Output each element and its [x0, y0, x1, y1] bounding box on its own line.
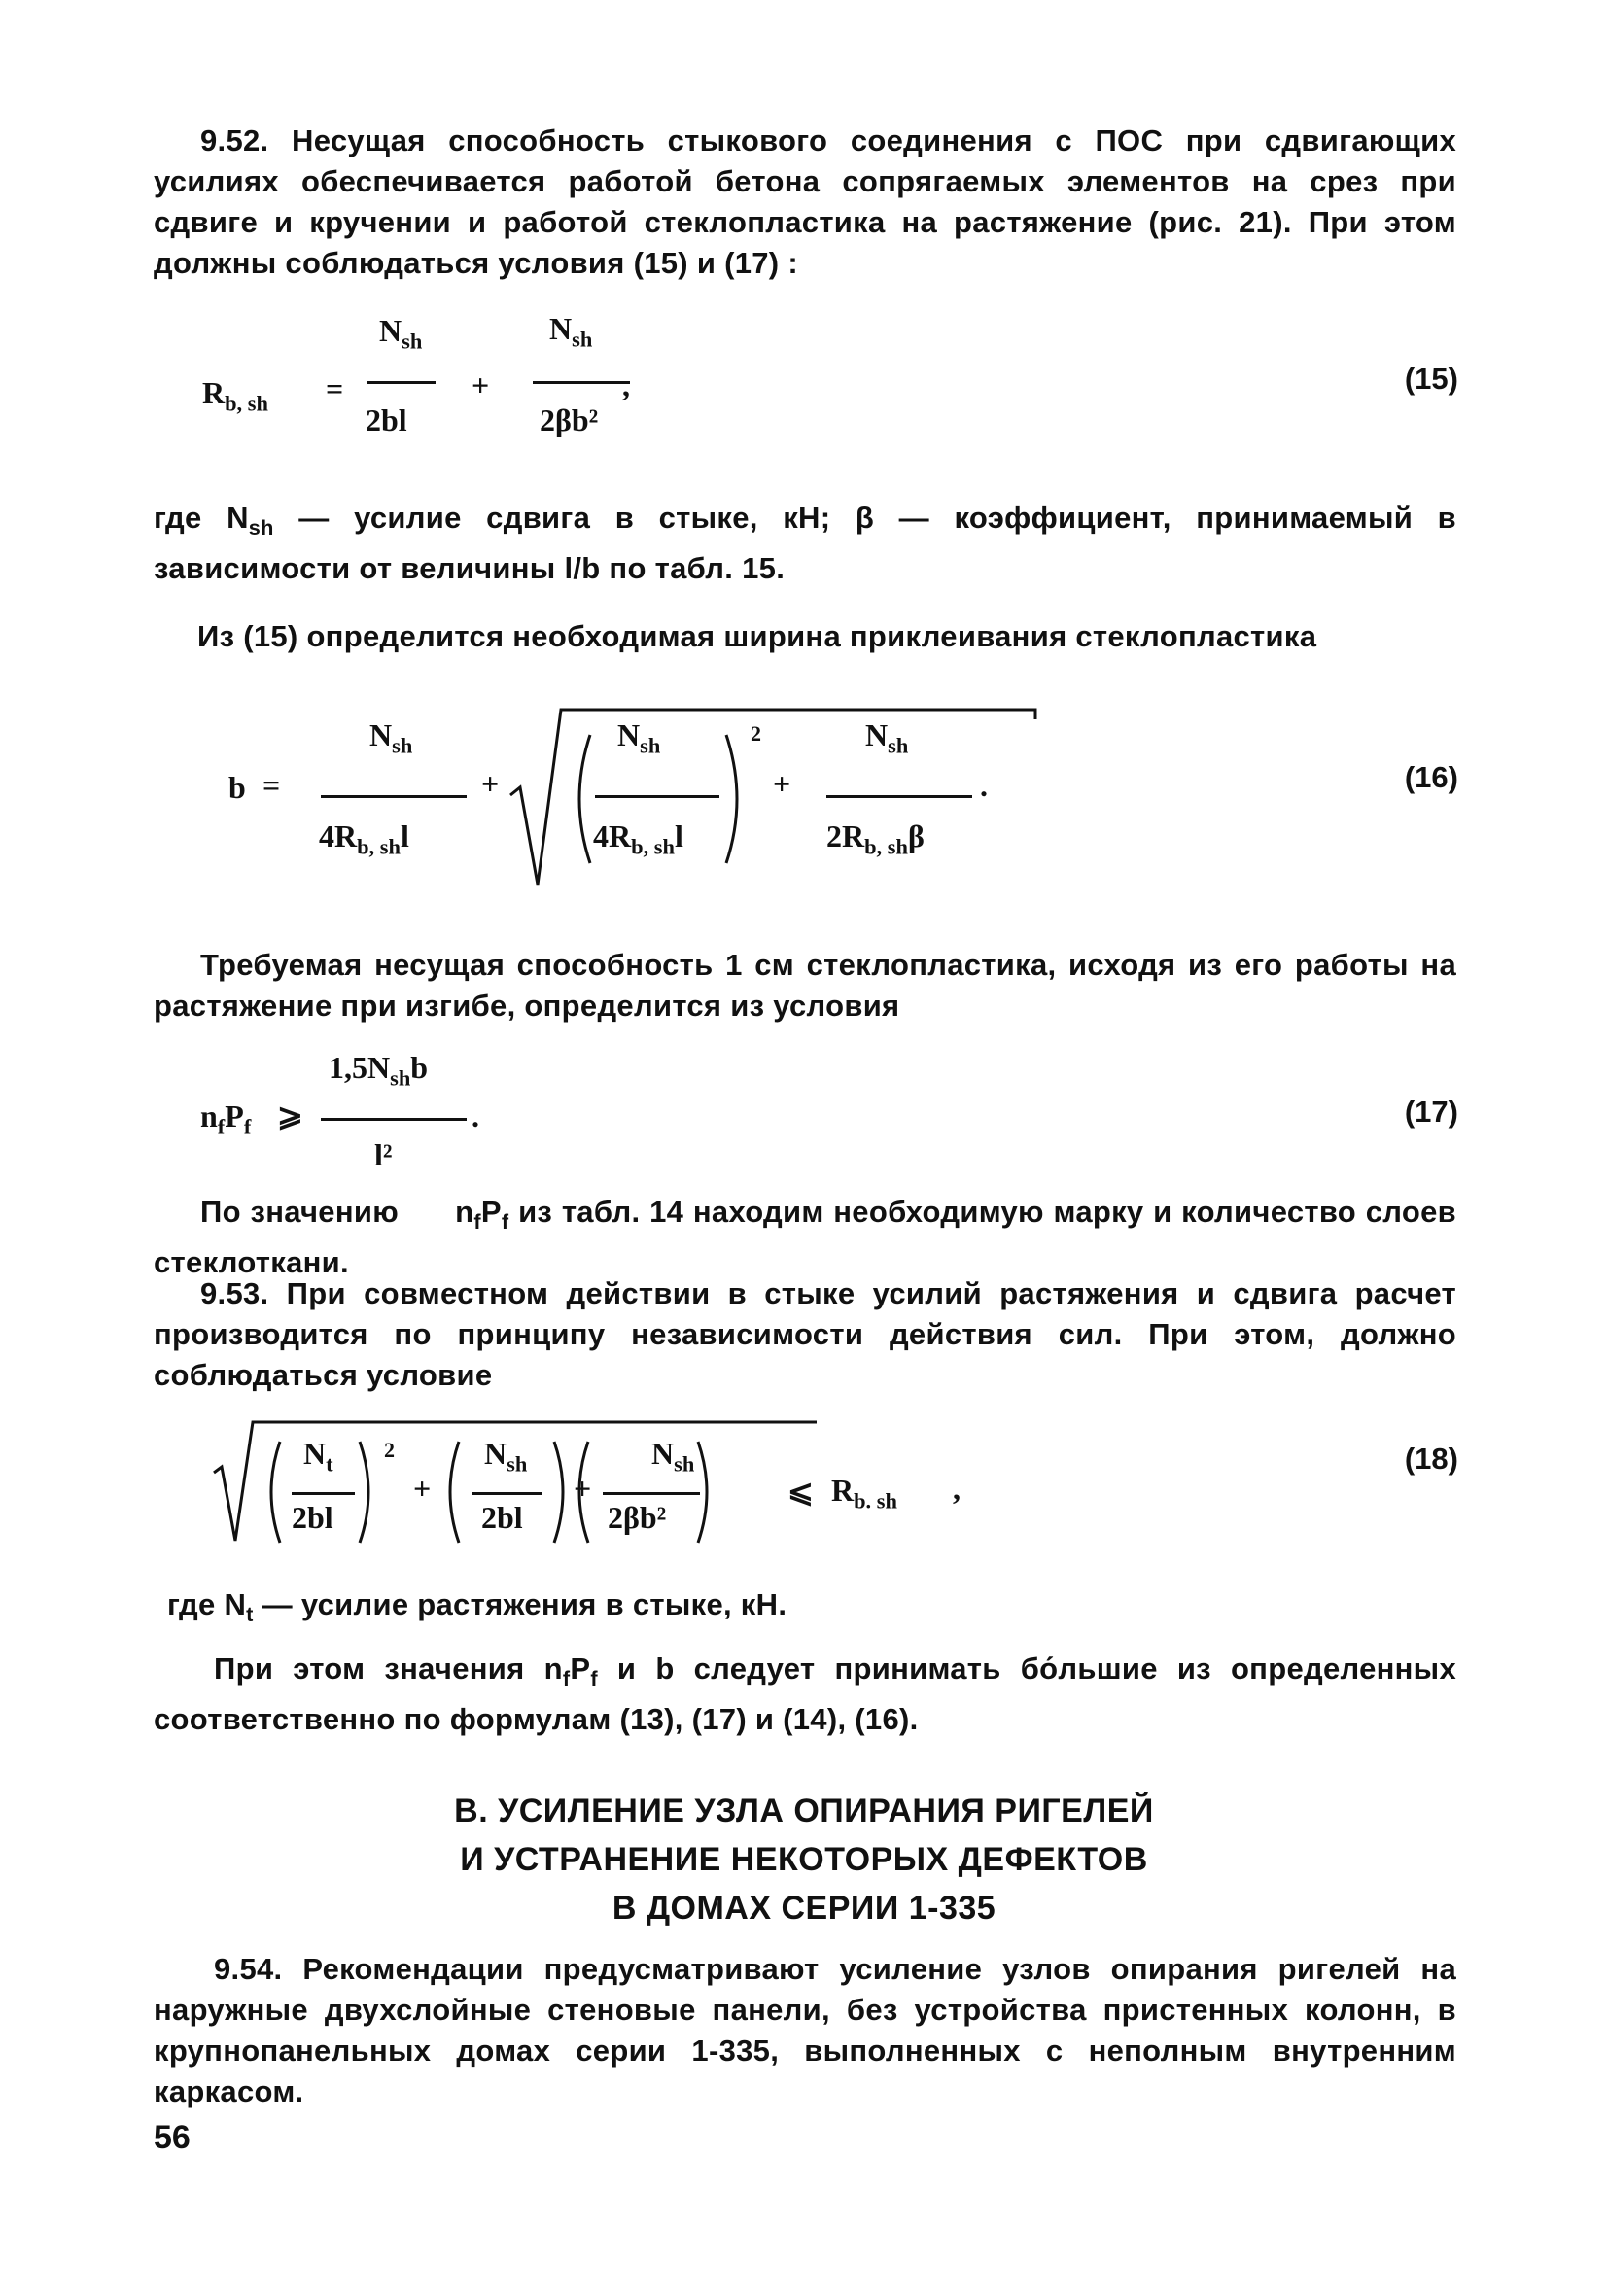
- eq17-fraction-bar: [321, 1118, 467, 1121]
- eq18-numerator-2: $N_{sh}$: [484, 1436, 528, 1477]
- values-note-text: При этом значения $n_fP_f$ и b следует принимать бо́льшие из определенных соответственно по формулам (13), (17) и (14), (16).: [154, 1652, 1456, 1737]
- equation-number-18: (18): [1404, 1442, 1458, 1476]
- page-number: 56: [154, 2119, 191, 2156]
- heading-line-2: И УСТРАНЕНИЕ НЕКОТОРЫХ ДЕФЕКТОВ: [460, 1841, 1148, 1878]
- eq18-denominator-2: 2bl: [481, 1500, 523, 1535]
- eq18-exponent: 2: [384, 1438, 395, 1462]
- eq18-numerator-1: $N_t$: [303, 1436, 333, 1477]
- eq16-root-numerator-1: $N_{sh}$: [617, 717, 661, 758]
- eq15-fraction-bar-2: [533, 381, 630, 384]
- eq18-comma: ,: [953, 1471, 961, 1506]
- eq17-denominator: l²: [374, 1137, 393, 1172]
- equation-number-15: (15): [1404, 362, 1458, 396]
- eq16-root-numerator-2: $N_{sh}$: [865, 717, 909, 758]
- where-18-text: где $N_t$ — усилие растяжения в стыке, кН.: [167, 1587, 787, 1627]
- eq16-lhs: b: [228, 770, 246, 805]
- section-heading: [0, 1787, 1608, 1932]
- eq17-dot: .: [472, 1098, 479, 1133]
- equation-17: [146, 1040, 1458, 1186]
- eq15-numerator-1: $N_{sh}$: [379, 313, 423, 354]
- eq16-equals: =: [262, 768, 281, 803]
- paragraph-9-52: [154, 121, 1456, 284]
- heading-line-1: В. УСИЛЕНИЕ УЗЛА ОПИРАНИЯ РИГЕЛЕЙ: [454, 1792, 1154, 1829]
- eq15-denominator-2: 2βb²: [540, 402, 599, 437]
- clause-number: 9.54.: [214, 1952, 283, 1986]
- eq18-fraction-bar-1: [292, 1492, 355, 1495]
- equation-15: [146, 301, 1458, 447]
- eq16-exponent: 2: [751, 721, 761, 746]
- eq16-root-fraction-bar-1: [595, 795, 719, 798]
- eq15-numerator-2: $N_{sh}$: [549, 311, 593, 352]
- eq16-root-denominator-2: $2R_{b, sh}\beta$: [826, 818, 925, 859]
- where-15-text: где $N_{sh}$ — усилие сдвига в стыке, кН; β — коэффициент, принимаемый в зависимости от величины l/b по табл. 15.: [154, 501, 1456, 586]
- equation-18: [146, 1414, 1458, 1560]
- eq15-denominator-1: 2bl: [366, 402, 407, 437]
- eq16-fraction-bar-1: [321, 795, 467, 798]
- eq18-plus-2: +: [574, 1471, 592, 1506]
- by-value-text: По значению $n_fP_f$ из табл. 14 находим необходимую марку и количество слоев стеклоткани.: [154, 1195, 1456, 1280]
- eq18-operator: ⩽: [787, 1474, 814, 1509]
- equation-number-17: (17): [1404, 1095, 1458, 1129]
- eq16-radical-sign: [510, 710, 1055, 904]
- eq17-operator: ⩾: [277, 1097, 303, 1132]
- equation-16: [146, 700, 1458, 894]
- eq16-root-fraction-bar-2: [826, 795, 972, 798]
- eq18-plus-1: +: [413, 1471, 432, 1506]
- paragraph-text: Рекомендации предусматривают усиление узлов опирания ригелей на наружные двухслойные стеновые панели, без устройства пристенных колонн, в крупнопанельных домах серии 1-335, выполненных с неполным внутренним каркасом.: [154, 1952, 1456, 2108]
- eq15-fraction-bar-1: [367, 381, 436, 384]
- eq18-denominator-1: 2bl: [292, 1500, 333, 1535]
- eq15-lhs: $R_{b, sh}$: [202, 375, 268, 416]
- eq16-root-plus: +: [773, 766, 791, 801]
- eq15-comma: ,: [622, 367, 630, 402]
- eq17-numerator: $1,5N_{sh}b$: [329, 1050, 429, 1091]
- eq16-root-denominator-1: $4R_{b, sh}l$: [593, 818, 683, 859]
- eq17-lhs: $n_fP_f$: [200, 1098, 252, 1139]
- eq18-denominator-3: 2βb²: [608, 1500, 667, 1535]
- paragraph-text: Несущая способность стыкового соединения с ПОС при сдвигающих усилиях обеспечивается работой бетона сопрягаемых элементов на срез при сдвиге и кручении и работой стеклопластика на растяжение (рис. 21). При этом должны соблюдаться условия (15) и (17) :: [154, 123, 1456, 280]
- paragraph-text: При совместном действии в стыке усилий растяжения и сдвига расчет производится по принципу независимости действия сил. При этом, должно соблюдаться условие: [154, 1276, 1456, 1392]
- eq16-dot: .: [980, 768, 988, 803]
- from-15-text: Из (15) определится необходимая ширина приклеивания стеклопластика: [197, 619, 1317, 653]
- eq15-plus: +: [472, 367, 490, 402]
- eq18-numerator-3: $N_{sh}$: [651, 1436, 695, 1477]
- eq18-fraction-bar-3: [603, 1492, 700, 1495]
- eq16-numerator-1: $N_{sh}$: [369, 717, 413, 758]
- eq18-rhs: $R_{b. sh}$: [831, 1473, 897, 1513]
- eq16-plus: +: [481, 766, 500, 801]
- paragraph-9-54: [154, 1949, 1456, 2112]
- clause-number: 9.53.: [200, 1276, 269, 1310]
- equation-number-16: (16): [1404, 760, 1458, 794]
- eq18-fraction-bar-2: [472, 1492, 542, 1495]
- eq15-equals: =: [326, 371, 344, 406]
- heading-line-3: В ДОМАХ СЕРИИ 1-335: [612, 1890, 996, 1927]
- clause-number: 9.52.: [200, 123, 269, 157]
- paragraph-9-53: [154, 1273, 1456, 1396]
- eq16-denominator-1: $4R_{b, sh}l$: [319, 818, 409, 859]
- required-capacity-text: Требуемая несущая способность 1 см стеклопластика, исходя из его работы на растяжение при изгибе, определится из условия: [154, 948, 1456, 1023]
